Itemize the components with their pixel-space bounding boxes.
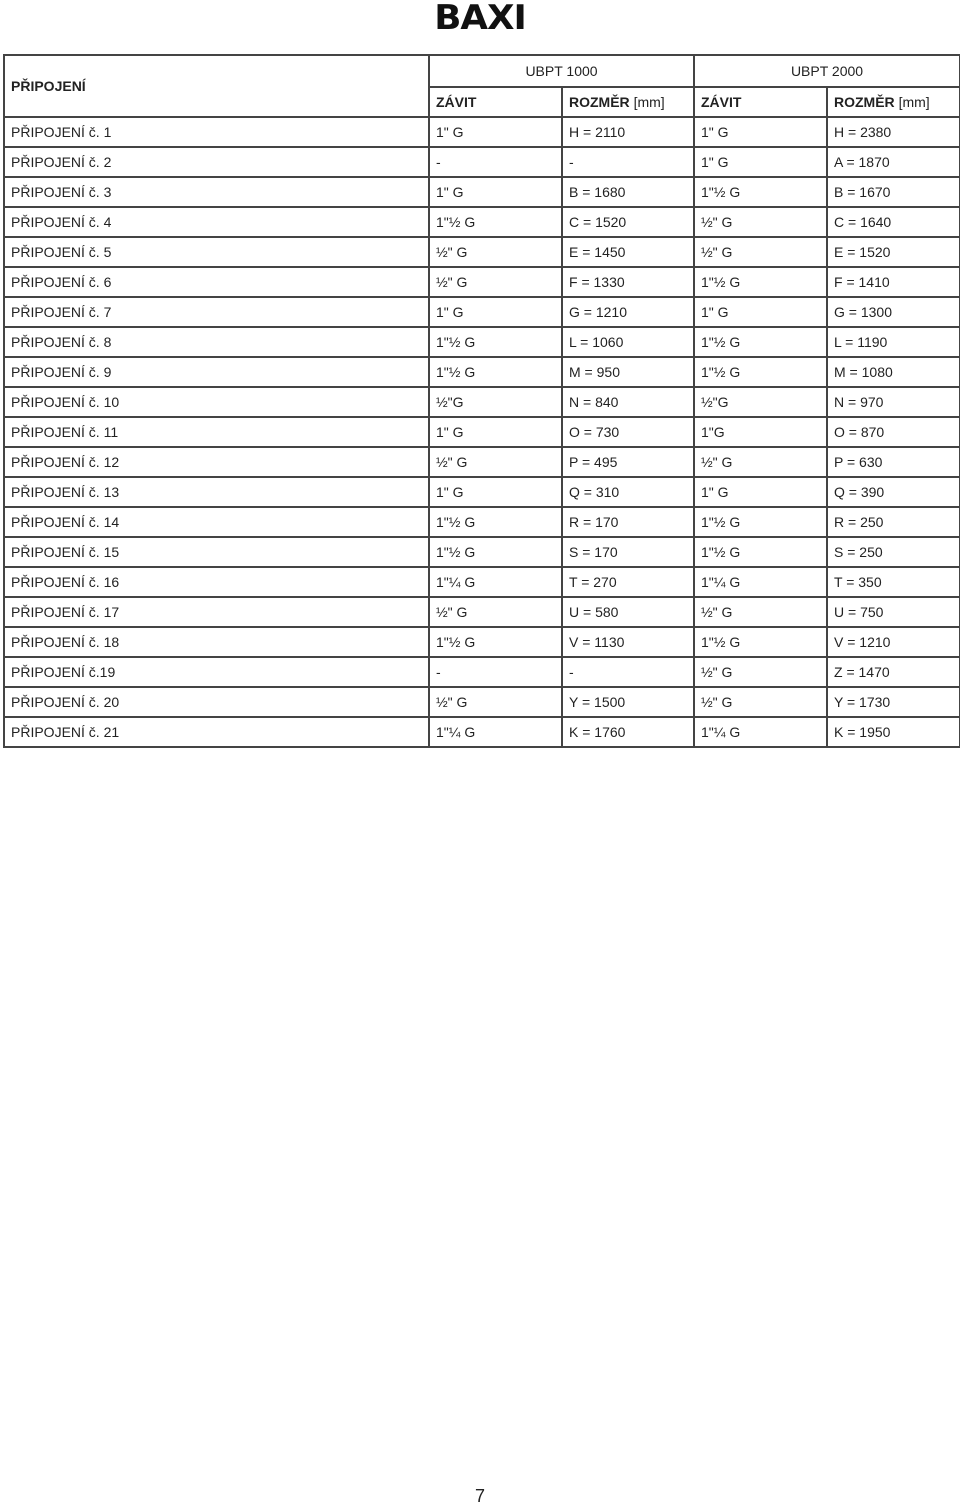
ubpt2000-thread-cell: 1"½ G [694, 507, 827, 537]
ubpt1000-thread-cell: ½"G [429, 387, 562, 417]
ubpt1000-size-cell: V = 1130 [562, 627, 694, 657]
ubpt1000-thread-cell: 1"½ G [429, 507, 562, 537]
size-header-unit: [mm] [633, 94, 665, 110]
size-header [827, 87, 960, 117]
ubpt1000-thread-cell: 1" G [429, 177, 562, 207]
connection-name-cell: PŘIPOJENÍ č. 4 [4, 207, 429, 237]
ubpt2000-size-cell: H = 2380 [827, 117, 960, 147]
ubpt1000-thread-cell: 1"½ G [429, 207, 562, 237]
table-row [4, 177, 960, 207]
ubpt2000-thread-cell: 1"½ G [694, 267, 827, 297]
ubpt2000-thread-cell: ½"G [694, 387, 827, 417]
ubpt1000-size-cell: Y = 1500 [562, 687, 694, 717]
ubpt1000-thread-cell: ½" G [429, 687, 562, 717]
table-row [4, 657, 960, 687]
group-header-ubpt-1000: UBPT 1000 [429, 55, 694, 87]
ubpt1000-thread-cell: 1"¼ G [429, 567, 562, 597]
connection-name-cell: PŘIPOJENÍ č. 7 [4, 297, 429, 327]
connection-name-cell: PŘIPOJENÍ č. 17 [4, 597, 429, 627]
ubpt1000-thread-cell: ½" G [429, 237, 562, 267]
ubpt1000-thread-cell: - [429, 657, 562, 687]
connection-name-cell: PŘIPOJENÍ č. 12 [4, 447, 429, 477]
table-row [4, 447, 960, 477]
ubpt2000-thread-cell: ½" G [694, 597, 827, 627]
connection-name-cell: PŘIPOJENÍ č. 16 [4, 567, 429, 597]
ubpt2000-size-cell: U = 750 [827, 597, 960, 627]
ubpt2000-thread-cell: 1" G [694, 477, 827, 507]
connection-name-cell: PŘIPOJENÍ č. 15 [4, 537, 429, 567]
ubpt2000-thread-cell: 1"½ G [694, 327, 827, 357]
ubpt1000-size-cell: O = 730 [562, 417, 694, 447]
group-header-ubpt-2000: UBPT 2000 [694, 55, 960, 87]
ubpt1000-thread-cell: 1" G [429, 417, 562, 447]
table-row [4, 417, 960, 447]
ubpt1000-thread-cell: 1"½ G [429, 537, 562, 567]
table-row [4, 507, 960, 537]
ubpt1000-size-cell: F = 1330 [562, 267, 694, 297]
ubpt2000-size-cell: Q = 390 [827, 477, 960, 507]
ubpt2000-size-cell: G = 1300 [827, 297, 960, 327]
ubpt2000-size-cell: C = 1640 [827, 207, 960, 237]
ubpt2000-thread-cell: ½" G [694, 657, 827, 687]
ubpt2000-thread-cell: 1"½ G [694, 357, 827, 387]
ubpt2000-size-cell: B = 1670 [827, 177, 960, 207]
size-header [562, 87, 694, 117]
ubpt1000-thread-cell: 1"½ G [429, 627, 562, 657]
table-row [4, 717, 960, 747]
table-row [4, 237, 960, 267]
ubpt2000-size-cell: T = 350 [827, 567, 960, 597]
connection-name-cell: PŘIPOJENÍ č. 1 [4, 117, 429, 147]
thread-header: ZÁVIT [694, 87, 827, 117]
ubpt2000-size-cell: F = 1410 [827, 267, 960, 297]
ubpt2000-size-cell: V = 1210 [827, 627, 960, 657]
ubpt1000-size-cell: U = 580 [562, 597, 694, 627]
ubpt2000-thread-cell: ½" G [694, 687, 827, 717]
ubpt2000-thread-cell: 1" G [694, 117, 827, 147]
size-header-label: ROZMĚR [569, 94, 630, 110]
ubpt1000-thread-cell: ½" G [429, 447, 562, 477]
ubpt2000-thread-cell: 1"G [694, 417, 827, 447]
ubpt1000-thread-cell: - [429, 147, 562, 177]
brand-logo: BAXI [434, 0, 526, 38]
ubpt2000-thread-cell: ½" G [694, 207, 827, 237]
connection-name-cell: PŘIPOJENÍ č. 2 [4, 147, 429, 177]
ubpt1000-size-cell: G = 1210 [562, 297, 694, 327]
ubpt2000-thread-cell: 1" G [694, 297, 827, 327]
thread-header: ZÁVIT [429, 87, 562, 117]
table-row [4, 297, 960, 327]
ubpt2000-thread-cell: ½" G [694, 447, 827, 477]
table-row [4, 117, 960, 147]
page-number: 7 [474, 1486, 485, 1506]
ubpt1000-size-cell: Q = 310 [562, 477, 694, 507]
size-header-label: ROZMĚR [834, 94, 895, 110]
ubpt1000-size-cell: L = 1060 [562, 327, 694, 357]
ubpt2000-size-cell: Z = 1470 [827, 657, 960, 687]
ubpt1000-size-cell: C = 1520 [562, 207, 694, 237]
ubpt2000-thread-cell: 1"¼ G [694, 717, 827, 747]
table-header-row [4, 55, 960, 87]
ubpt1000-size-cell: T = 270 [562, 567, 694, 597]
table-row [4, 267, 960, 297]
table-row [4, 537, 960, 567]
connection-name-cell: PŘIPOJENÍ č. 6 [4, 267, 429, 297]
ubpt2000-thread-cell: 1"½ G [694, 627, 827, 657]
ubpt1000-size-cell: B = 1680 [562, 177, 694, 207]
table-row [4, 687, 960, 717]
ubpt2000-size-cell: Y = 1730 [827, 687, 960, 717]
connection-name-cell: PŘIPOJENÍ č. 11 [4, 417, 429, 447]
ubpt2000-size-cell: L = 1190 [827, 327, 960, 357]
table-row [4, 147, 960, 177]
connection-name-cell: PŘIPOJENÍ č. 20 [4, 687, 429, 717]
ubpt2000-size-cell: A = 1870 [827, 147, 960, 177]
table-row [4, 357, 960, 387]
ubpt1000-size-cell: M = 950 [562, 357, 694, 387]
table-row [4, 477, 960, 507]
connections-table [3, 54, 960, 748]
ubpt2000-size-cell: E = 1520 [827, 237, 960, 267]
ubpt2000-size-cell: P = 630 [827, 447, 960, 477]
connection-header: PŘIPOJENÍ [4, 55, 429, 117]
connection-name-cell: PŘIPOJENÍ č. 21 [4, 717, 429, 747]
ubpt1000-thread-cell: 1"½ G [429, 327, 562, 357]
ubpt2000-thread-cell: 1"½ G [694, 537, 827, 567]
connection-name-cell: PŘIPOJENÍ č. 9 [4, 357, 429, 387]
connection-name-cell: PŘIPOJENÍ č.19 [4, 657, 429, 687]
ubpt1000-thread-cell: 1" G [429, 117, 562, 147]
table-row [4, 567, 960, 597]
connection-name-cell: PŘIPOJENÍ č. 10 [4, 387, 429, 417]
size-header-unit: [mm] [898, 94, 930, 110]
ubpt1000-size-cell: - [562, 657, 694, 687]
ubpt2000-thread-cell: 1" G [694, 147, 827, 177]
ubpt1000-size-cell: K = 1760 [562, 717, 694, 747]
ubpt1000-size-cell: R = 170 [562, 507, 694, 537]
ubpt1000-size-cell: S = 170 [562, 537, 694, 567]
connection-name-cell: PŘIPOJENÍ č. 13 [4, 477, 429, 507]
ubpt2000-thread-cell: 1"¼ G [694, 567, 827, 597]
ubpt2000-size-cell: S = 250 [827, 537, 960, 567]
ubpt2000-size-cell: M = 1080 [827, 357, 960, 387]
connection-name-cell: PŘIPOJENÍ č. 18 [4, 627, 429, 657]
table-row [4, 627, 960, 657]
ubpt1000-thread-cell: ½" G [429, 267, 562, 297]
ubpt1000-thread-cell: 1"¼ G [429, 717, 562, 747]
ubpt1000-size-cell: N = 840 [562, 387, 694, 417]
connection-name-cell: PŘIPOJENÍ č. 14 [4, 507, 429, 537]
table-row [4, 327, 960, 357]
ubpt2000-size-cell: O = 870 [827, 417, 960, 447]
ubpt2000-size-cell: K = 1950 [827, 717, 960, 747]
ubpt2000-thread-cell: 1"½ G [694, 177, 827, 207]
connection-name-cell: PŘIPOJENÍ č. 5 [4, 237, 429, 267]
table-row [4, 387, 960, 417]
ubpt2000-size-cell: N = 970 [827, 387, 960, 417]
ubpt2000-size-cell: R = 250 [827, 507, 960, 537]
ubpt1000-size-cell: P = 495 [562, 447, 694, 477]
ubpt1000-thread-cell: ½" G [429, 597, 562, 627]
ubpt1000-size-cell: E = 1450 [562, 237, 694, 267]
ubpt1000-size-cell: - [562, 147, 694, 177]
ubpt1000-thread-cell: 1" G [429, 297, 562, 327]
ubpt1000-thread-cell: 1" G [429, 477, 562, 507]
table-row [4, 597, 960, 627]
ubpt1000-size-cell: H = 2110 [562, 117, 694, 147]
table-row [4, 207, 960, 237]
ubpt2000-thread-cell: ½" G [694, 237, 827, 267]
connection-name-cell: PŘIPOJENÍ č. 3 [4, 177, 429, 207]
ubpt1000-thread-cell: 1"½ G [429, 357, 562, 387]
connection-name-cell: PŘIPOJENÍ č. 8 [4, 327, 429, 357]
